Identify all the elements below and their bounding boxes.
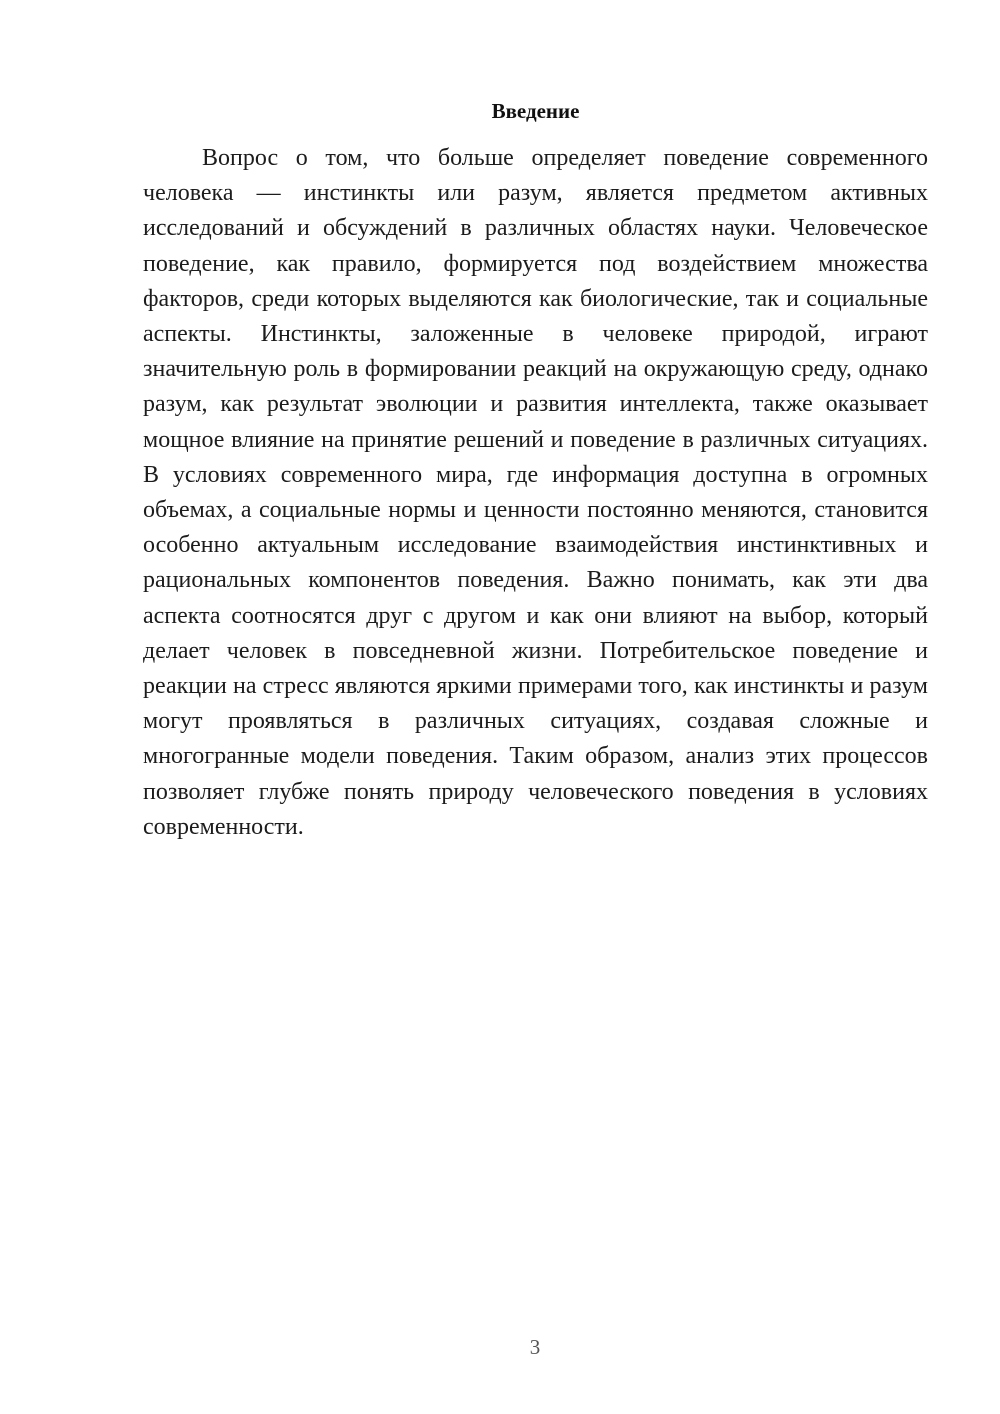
section-heading: Введение [491,99,580,123]
page-number: 3 [529,1335,541,1359]
body-paragraph: Вопрос о том, что больше определяет поведение современного человека — инстинкты или разум, является предметом активных исследований и обсуждений в различных областях науки. Человеческое поведение, как правило, формируется под воздействием множества факторов, среди которых выделяются как биологические, так и социальные аспекты. Инстинкты, заложенные в человеке природой, играют значительную роль в формировании реакций на окружающую среду, однако разум, как результат эволюции и развития интеллекта, также оказывает мощное влияние на принятие решений и поведение в различных ситуациях. В условиях современного мира, где информация доступна в огромных объемах, а социальные нормы и ценности постоянно меняются, становится особенно актуальным исследование взаимодействия инстинктивных и рациональных компонентов поведения. Важно понимать, как эти два аспекта соотносятся друг с другом и как они влияют на выбор, который делает человек в повседневной жизни. Потребительское поведение и реакции на стресс являются яркими примерами того, как инстинкты и разум могут проявляться в различных ситуациях, создавая сложные и многогранные модели поведения. Таким образом, анализ этих процессов позволяет глубже понять природу человеческого поведения в условиях современности. [143,145,928,840]
